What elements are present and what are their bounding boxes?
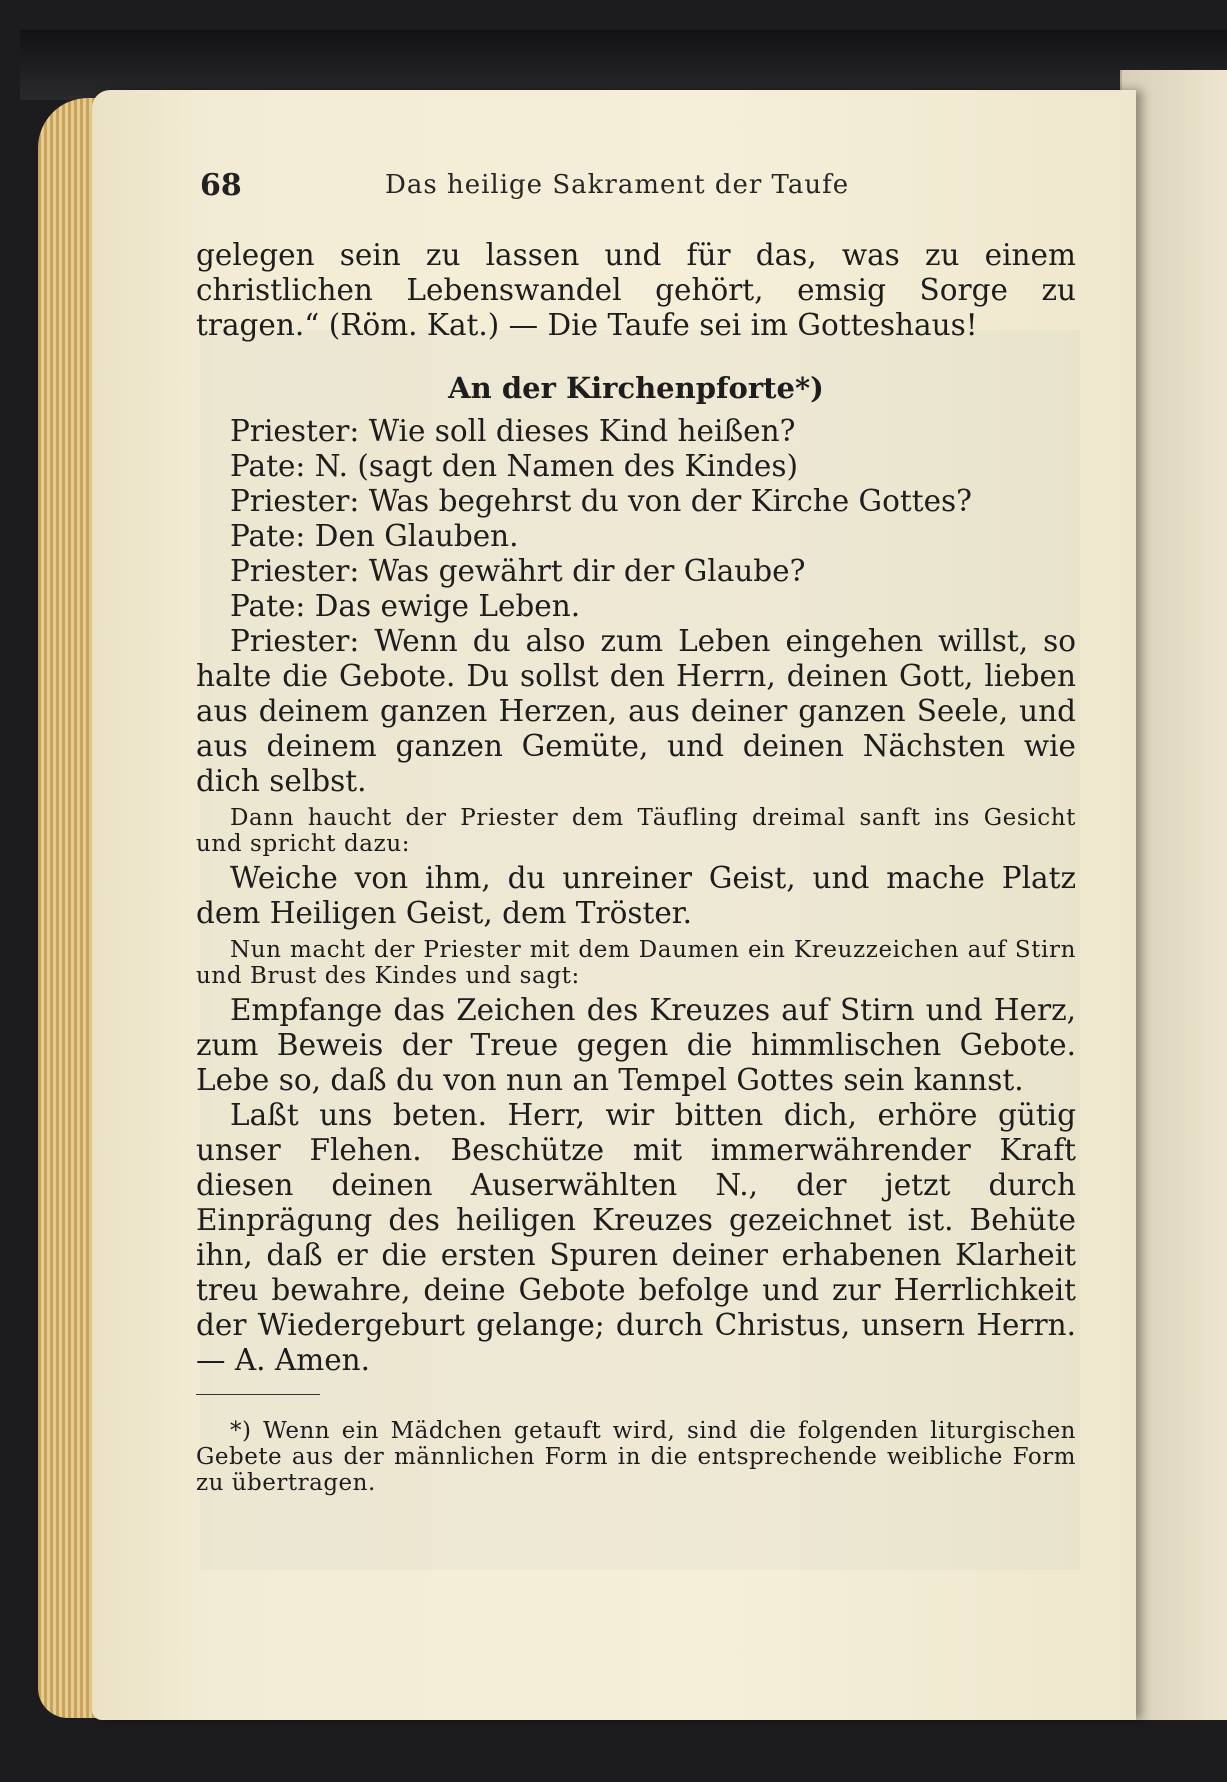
dialog-line: Priester: Wie soll dieses Kind heißen? [230, 414, 796, 448]
section-heading: An der Kirchenpforte*) [448, 371, 824, 405]
dialog-line: Pate: N. (sagt den Namen des Kindes) [230, 449, 799, 483]
footnote-rule [196, 1394, 320, 1395]
page-body [196, 238, 1076, 1519]
rubric-instruction: Nun macht der Priester mit dem Daumen ein Kreuzzeichen auf Stirn und Brust des Kindes und sagt: [196, 937, 1076, 989]
prayer-paragraph: Weiche von ihm, du unreiner Geist, und mache Platz dem Heiligen Geist, dem Tröster. [196, 861, 1076, 930]
page-number: 68 [200, 168, 242, 203]
footnote: *) Wenn ein Mädchen getauft wird, sind die folgenden liturgischen Gebete aus der männlichen Form in die entsprechende weibliche Form zu übertragen. [196, 1418, 1076, 1496]
prayer-paragraph: Empfange das Zeichen des Kreuzes auf Stirn und Herz, zum Beweis der Treue gegen die himmlischen Gebote. Lebe so, daß du von nun an Tempel Gottes sein kannst. [196, 993, 1076, 1097]
facing-page-edge [1120, 70, 1227, 1720]
running-head: Das heilige Sakrament der Taufe [385, 170, 850, 200]
dialog-line: Priester: Wenn du also zum Leben eingehen willst, so halte die Gebote. Du sollst den Herrn, deinen Gott, lieben aus deinem ganzen Herzen, aus deiner ganzen Seele, und aus deinem ganzen Gemüte, und deinen Nächsten wie dich selbst. [196, 624, 1076, 798]
dialog-line: Pate: Das ewige Leben. [230, 589, 581, 623]
intro-paragraph: gelegen sein zu lassen und für das, was zu einem christlichen Lebenswandel gehört, emsig Sorge zu tragen.“ (Röm. Kat.) — Die Taufe sei im Gotteshaus! [196, 238, 1076, 342]
dialog-line: Pate: Den Glauben. [230, 519, 519, 553]
prayer-paragraph: Laßt uns beten. Herr, wir bitten dich, erhöre gütig unser Flehen. Beschütze mit immerwährender Kraft diesen deinen Auserwählten N., der jetzt durch Einprägung des heiligen Kreuzes gezeichnet ist. Behüte ihn, daß er die ersten Spuren deiner erhabenen Klarheit treu bewahre, deine Gebote befolge und zur Herrlichkeit der Wiedergeburt gelange; durch Christus, unsern Herrn. — A. Amen. [196, 1098, 1076, 1377]
rubric-instruction: Dann haucht der Priester dem Täufling dreimal sanft ins Gesicht und spricht dazu: [196, 805, 1076, 857]
dialog-line: Priester: Was begehrst du von der Kirche Gottes? [230, 484, 972, 518]
dialog-line: Priester: Was gewährt dir der Glaube? [230, 554, 806, 588]
